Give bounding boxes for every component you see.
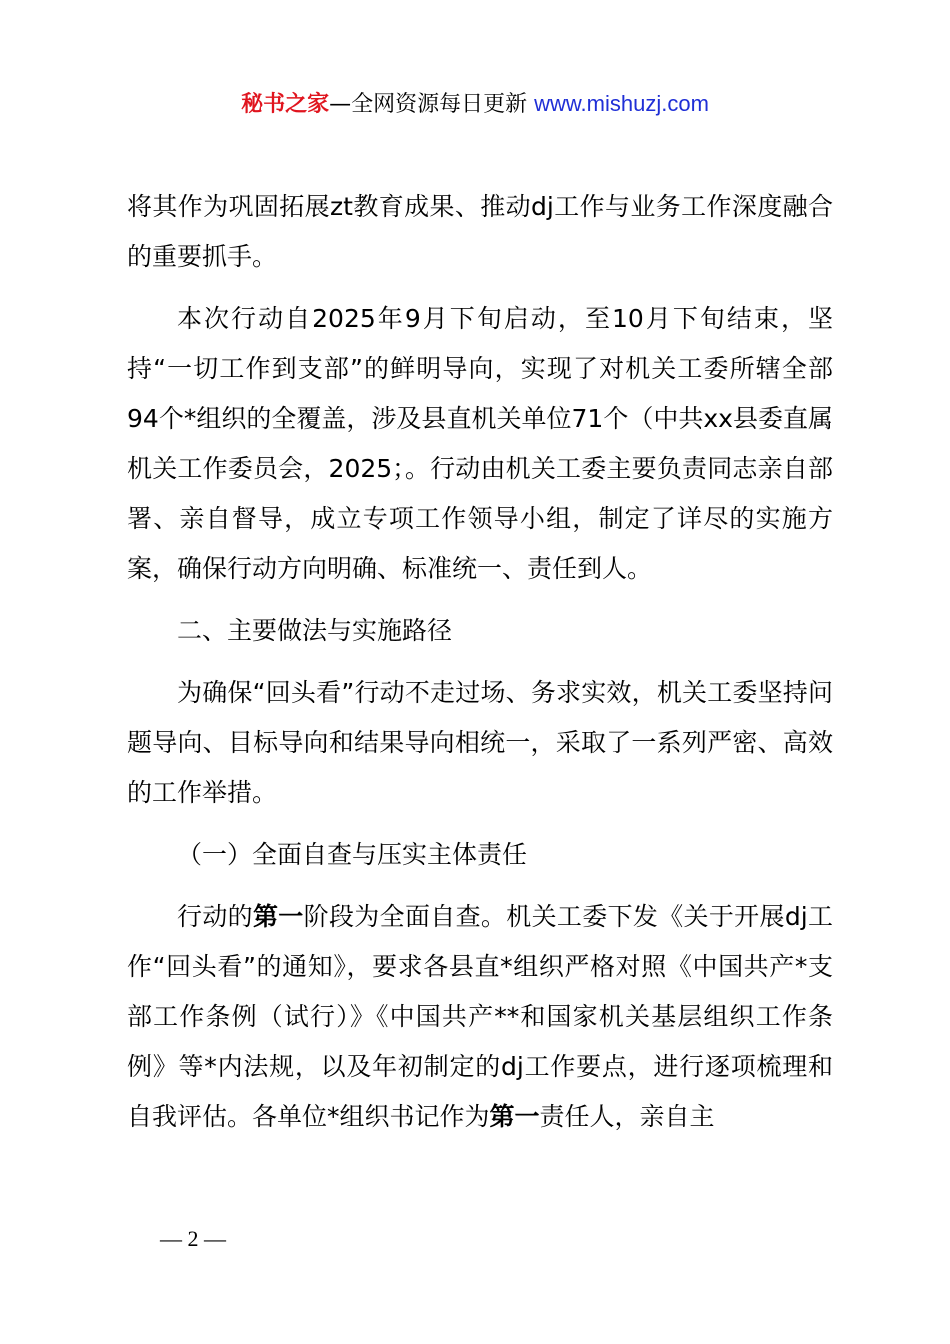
header-url[interactable]: www.mishuzj.com	[534, 91, 709, 116]
text-run: 阶段为全面自查。机关工委下发《关于开展dj工作“回头看”的通知》，要求各县直*组织严格对照《中国共产*支部工作条例（试行）》《中国共产**和国家机关基层组织工作条例》等*内法规，以及年初制定的dj工作要点，进行逐项梳理和自我评估。各单位*组织书记作为	[127, 902, 833, 1131]
document-body	[127, 182, 833, 1154]
page-number: — 2 —	[160, 1226, 226, 1251]
brand-name: 秘书之家	[241, 92, 330, 117]
watermark-header	[0, 88, 950, 121]
paragraph-action-overview: 本次行动自2025年9月下旬启动，至10月下旬结束，坚持“一切工作到支部”的鲜明导向，实现了对机关工委所辖全部94个*组织的全覆盖，涉及县直机关单位71个（中共xx县委直属机关工作委员会，2025；。行动由机关工委主要负责同志亲自部署、亲自督导，成立专项工作领导小组，制定了详尽的实施方案，确保行动方向明确、标准统一、责任到人。	[127, 304, 833, 583]
paragraph-intro: 为确保“回头看”行动不走过场、务求实效，机关工委坚持问题导向、目标导向和结果导向相统一，采取了一系列严密、高效的工作举措。	[127, 678, 833, 807]
bold-text: 第一	[252, 902, 304, 931]
text-run: 行动的	[177, 902, 253, 931]
bold-text: 第一	[489, 1102, 540, 1131]
subsection-heading: （一）全面自查与压实主体责任	[177, 840, 528, 869]
section-heading: 二、主要做法与实施路径	[177, 616, 453, 645]
paragraph-self-check	[127, 892, 833, 1142]
paragraph-continuation: 将其作为巩固拓展zt教育成果、推动dj工作与业务工作深度融合的重要抓手。	[127, 192, 833, 271]
header-tagline: —全网资源每日更新	[329, 92, 535, 117]
text-run: 责任人，亲自主	[539, 1102, 715, 1131]
